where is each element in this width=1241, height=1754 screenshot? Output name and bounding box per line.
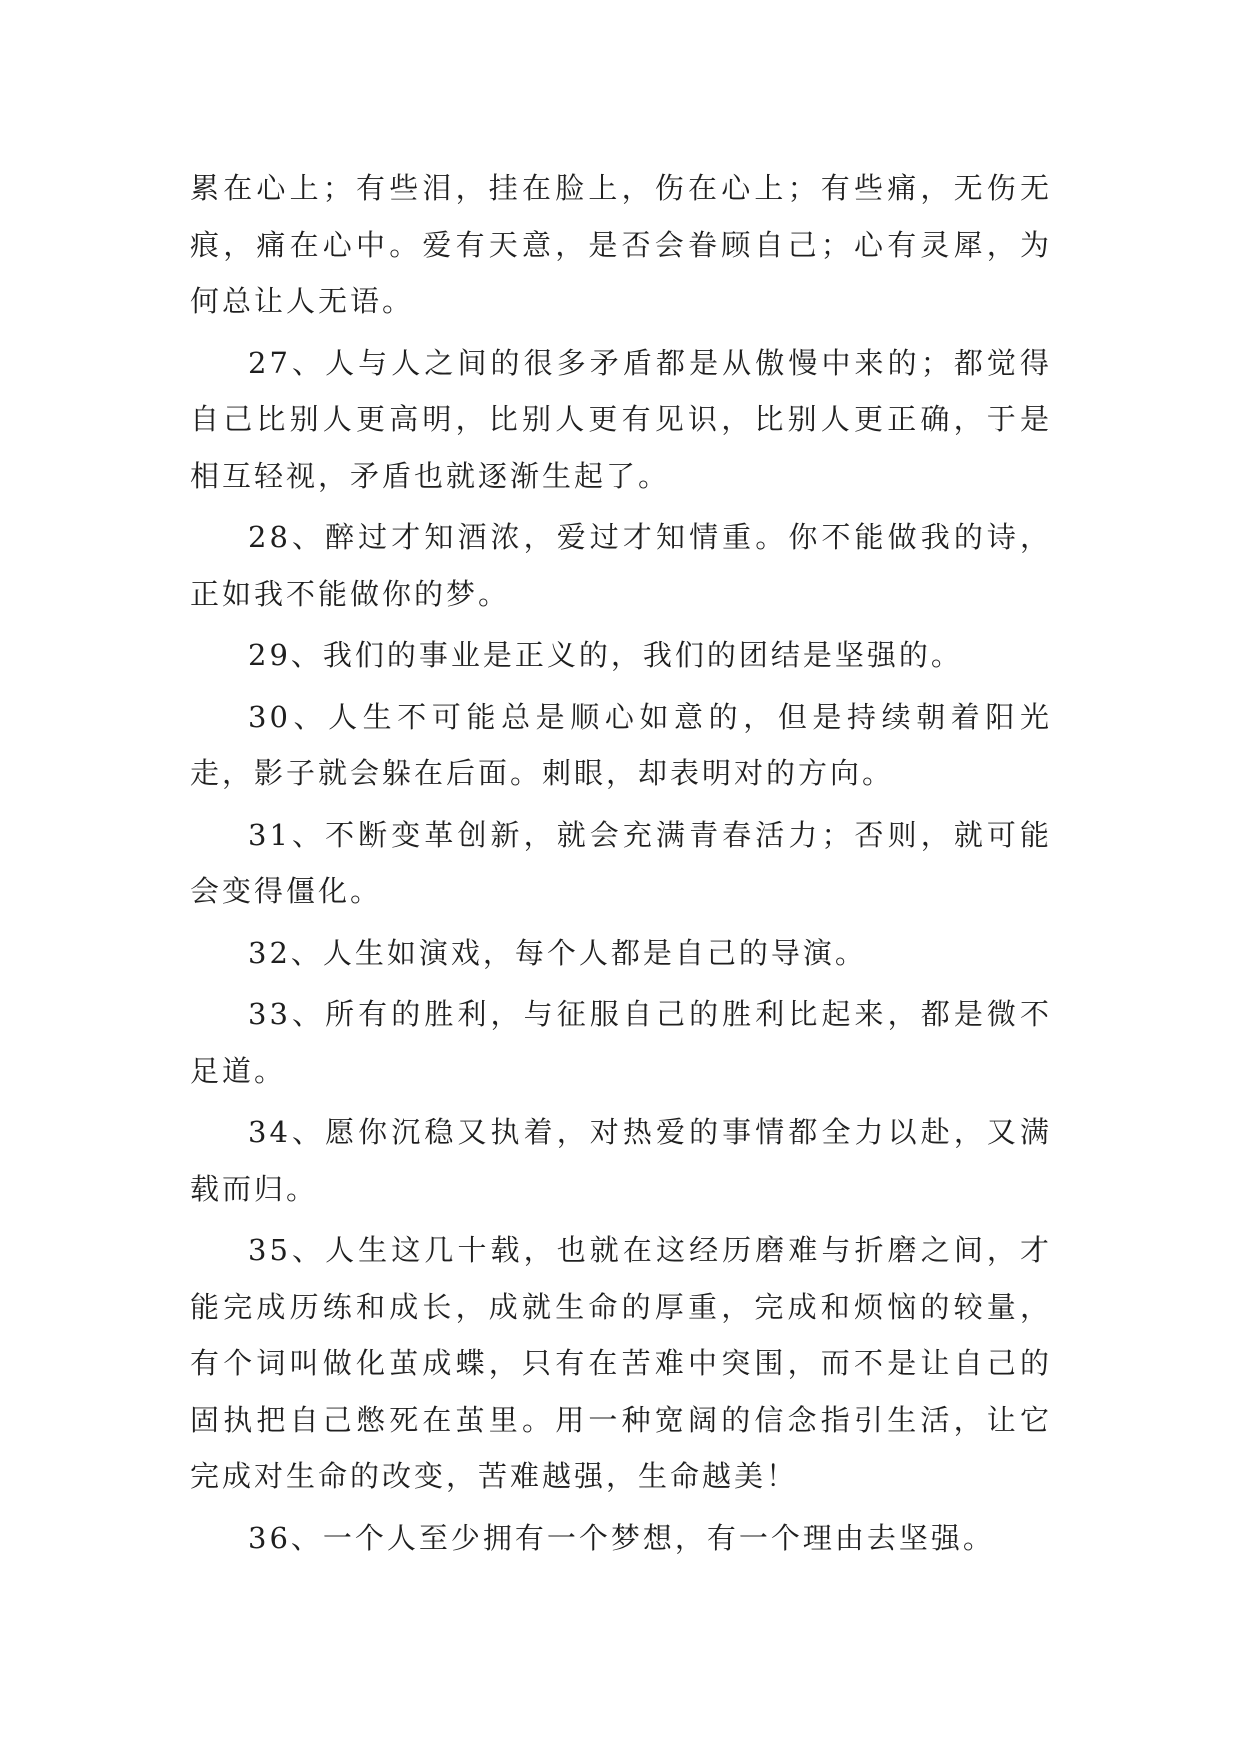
quote-29: 29、我们的事业是正义的，我们的团结是坚强的。	[248, 638, 963, 672]
quote-33: 33、所有的胜利，与征服自己的胜利比起来，都是微不足道。	[190, 997, 1052, 1088]
document-body	[190, 160, 1052, 1571]
quote-27: 27、人与人之间的很多矛盾都是从傲慢中来的；都觉得自己比别人更高明，比别人更有见识，比别人更正确，于是相互轻视，矛盾也就逐渐生起了。	[190, 345, 1052, 493]
quote-35: 35、人生这几十载，也就在这经历磨难与折磨之间，才能完成历练和成长，成就生命的厚重，完成和烦恼的较量，有个词叫做化茧成蝶，只有在苦难中突围，而不是让自己的固执把自己憋死在茧里。用一种宽阔的信念指引生活，让它完成对生命的改变，苦难越强，生命越美！	[190, 1233, 1052, 1493]
quote-30: 30、人生不可能总是顺心如意的，但是持续朝着阳光走，影子就会躲在后面。刺眼，却表明对的方向。	[190, 699, 1052, 790]
quote-32: 32、人生如演戏，每个人都是自己的导演。	[248, 935, 867, 970]
quote-36: 36、一个人至少拥有一个梦想，有一个理由去坚强。	[248, 1520, 995, 1555]
quote-28: 28、醉过才知酒浓，爱过才知情重。你不能做我的诗，正如我不能做你的梦。	[190, 520, 1052, 611]
quote-31: 31、不断变革创新，就会充满青春活力；否则，就可能会变得僵化。	[190, 817, 1052, 908]
paragraph-continuation: 累在心上；有些泪，挂在脸上，伤在心上；有些痛，无伤无痕，痛在心中。爱有天意，是否会眷顾自己；心有灵犀，为何总让人无语。	[190, 171, 1052, 318]
quote-34: 34、愿你沉稳又执着，对热爱的事情都全力以赴，又满载而归。	[190, 1115, 1052, 1206]
